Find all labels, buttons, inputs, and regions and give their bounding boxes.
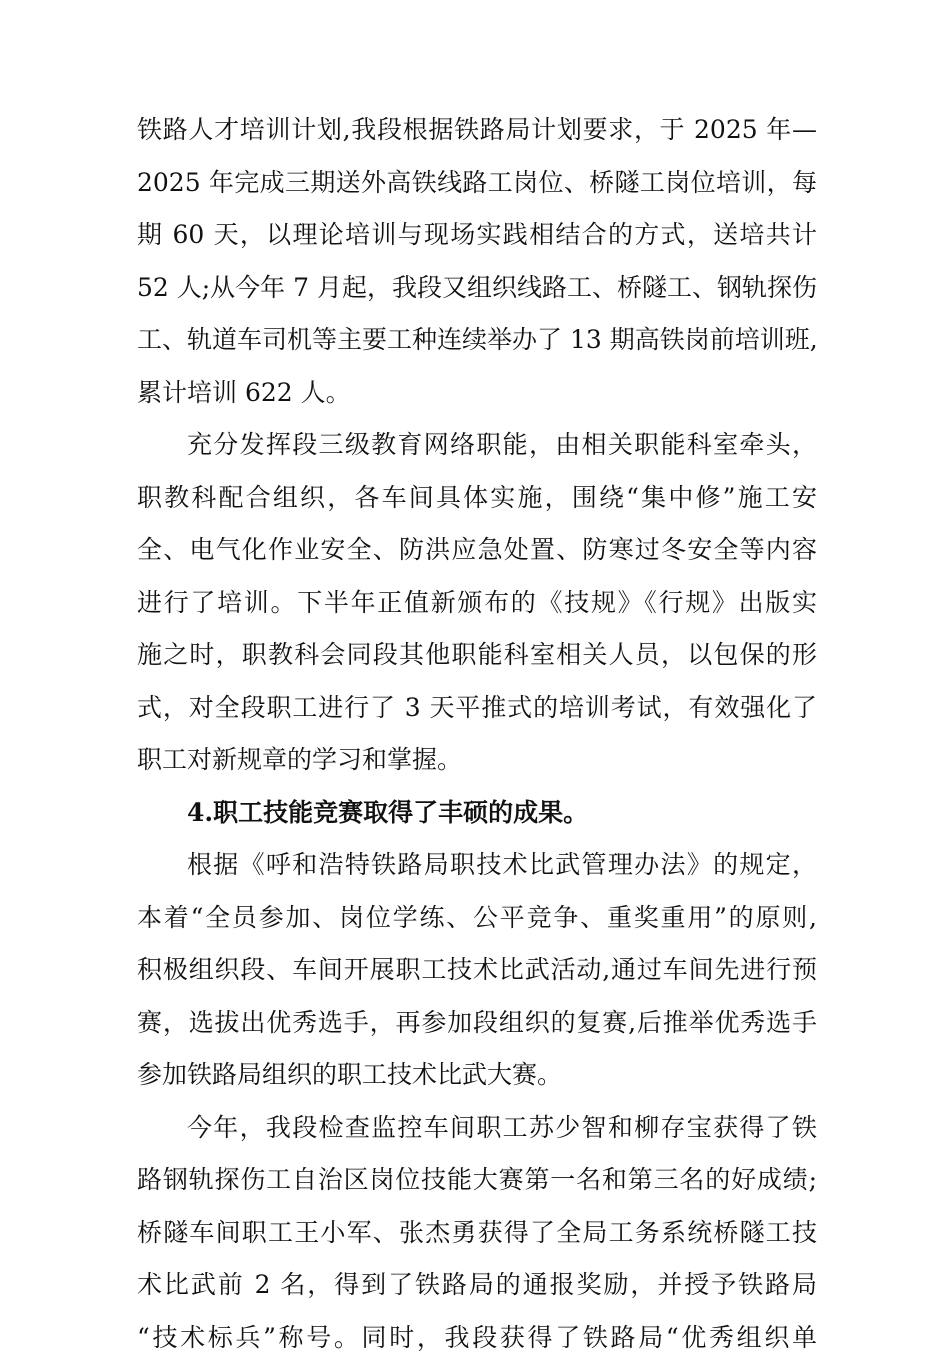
- body-text: [137, 104, 817, 1364]
- text-line: 式，对全段职工进行了 3 天平推式的培训考试，有效强化了: [137, 682, 817, 735]
- paragraph-achievements: [137, 1102, 817, 1364]
- text-line: 充分发挥段三级教育网络职能，由相关职能科室牵头，: [137, 419, 817, 472]
- text-line: 铁路人才培训计划,我段根据铁路局计划要求，于 2025 年—: [137, 104, 817, 157]
- text-line: 工、轨道车司机等主要工种连续举办了 13 期高铁岗前培训班,: [137, 314, 817, 367]
- text-line: 进行了培训。下半年正值新颁布的《技规》《行规》出版实: [137, 577, 817, 630]
- text-line: 累计培训 622 人。: [137, 367, 817, 420]
- paragraph-training-plan: [137, 104, 817, 419]
- paragraph-competition-rules: [137, 839, 817, 1102]
- text-line: 积极组织段、车间开展职工技术比武活动,通过车间先进行预: [137, 944, 817, 997]
- heading-text: 4.职工技能竞赛取得了丰硕的成果。: [137, 787, 817, 840]
- text-line: 根据《呼和浩特铁路局职技术比武管理办法》的规定，: [137, 839, 817, 892]
- text-line: 施之时，职教科会同段其他职能科室相关人员，以包保的形: [137, 629, 817, 682]
- text-line: 职工对新规章的学习和掌握。: [137, 734, 817, 787]
- text-line: 2025 年完成三期送外高铁线路工岗位、桥隧工岗位培训，每: [137, 157, 817, 210]
- text-line: 本着“全员参加、岗位学练、公平竞争、重奖重用”的原则,: [137, 892, 817, 945]
- text-line: 参加铁路局组织的职工技术比武大赛。: [137, 1049, 817, 1102]
- text-line: 全、电气化作业安全、防洪应急处置、防寒过冬安全等内容: [137, 524, 817, 577]
- text-line: 桥隧车间职工王小军、张杰勇获得了全局工务系统桥隧工技: [137, 1207, 817, 1260]
- text-line: 52 人;从今年 7 月起，我段又组织线路工、桥隧工、钢轨探伤: [137, 262, 817, 315]
- paragraph-education-network: [137, 419, 817, 787]
- text-line: “技术标兵”称号。同时，我段获得了铁路局“优秀组织单: [137, 1312, 817, 1364]
- text-line: 路钢轨探伤工自治区岗位技能大赛第一名和第三名的好成绩;: [137, 1154, 817, 1207]
- text-line: 赛，选拔出优秀选手，再参加段组织的复赛,后推举优秀选手: [137, 997, 817, 1050]
- text-line: 术比武前 2 名，得到了铁路局的通报奖励，并授予铁路局: [137, 1259, 817, 1312]
- section-heading: [137, 787, 817, 840]
- text-line: 今年，我段检查监控车间职工苏少智和柳存宝获得了铁: [137, 1102, 817, 1155]
- text-line: 期 60 天，以理论培训与现场实践相结合的方式，送培共计: [137, 209, 817, 262]
- text-line: 职教科配合组织，各车间具体实施，围绕“集中修”施工安: [137, 472, 817, 525]
